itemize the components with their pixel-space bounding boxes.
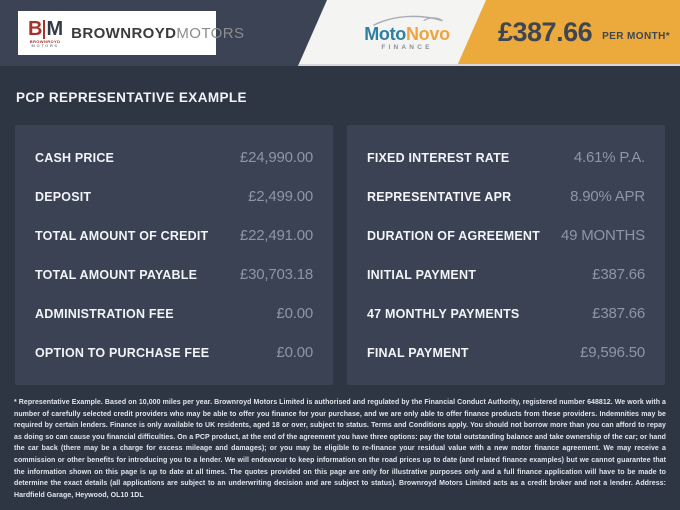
row-label: FINAL PAYMENT [367, 345, 469, 360]
motonovo-finance-text: FINANCE [381, 44, 433, 51]
finance-row-deposit [35, 177, 313, 216]
finance-breakdown-panel [15, 125, 333, 385]
row-value: 49 MONTHS [560, 227, 645, 244]
representative-example-footnote: * Representative Example. Based on 10,000 miles per year. Brownroyd Motors Limited is authorised and regulated by the Financial Conduct Authority, registered number 648812. We work with a number of carefully selected credit providers who may be able to offer you finance for your purchase, and we are only able to offer finance products from these providers. Indemnities may be required by certain lenders. Finance is only available to UK residents, aged 18 or over, subject to status. Terms and Conditions apply. You should not borrow more than you can afford to repay as doing so can cause you financial difficulties. On a PCP product, at the end of the agreement you have three options: pay the total outstanding balance and take ownership of the car; or hand the car back (there may be a charge for excess mileage and damages); or you may be eligible to re-finance your residual value with a new motor finance agreement. We may receive a commission or other benefits for introducing you to a lender. We will endeavour to keep information on the road prices up to date (and related finance examples) but we cannot guarantee that the information shown on this page is up to date at all times. The quotes provided on this page are only for illustrative purposes only and a full finance application will have to be made to determine the exact details (all applications are subject to an underwriting decision and are subject to status). Brownroyd Motors Limited acts as a credit broker and not a lender. Address: Hardfield Garage, Heywood, OL10 1DL [14, 399, 666, 499]
row-label: 47 MONTHLY PAYMENTS [367, 306, 520, 321]
row-value: £0.00 [276, 344, 313, 361]
dealer-mark-subtext: BROWNROYD [29, 38, 61, 44]
monthly-price-amount: £387.66 [498, 16, 593, 47]
row-value: 8.90% APR [570, 188, 645, 205]
dealer-mark-subtext: MOTORS [31, 42, 59, 48]
finance-row-fixed-interest-rate [367, 138, 645, 177]
dealer-logo [18, 11, 245, 55]
row-label: CASH PRICE [35, 150, 115, 165]
row-value: £387.66 [592, 266, 645, 283]
row-label: ADMINISTRATION FEE [35, 306, 174, 321]
dealer-mark-bar [43, 20, 45, 39]
row-label: DEPOSIT [35, 189, 92, 204]
dealer-name-light: MOTORS [176, 24, 245, 42]
dealer-name-bold: BROWNROYD [71, 24, 177, 42]
finance-panels [15, 125, 665, 385]
motonovo-moto-text: Moto [364, 24, 406, 44]
row-value: £2,499.00 [248, 188, 313, 205]
row-label: REPRESENTATIVE APR [367, 189, 512, 204]
finance-row-duration [367, 216, 645, 255]
row-label: TOTAL AMOUNT PAYABLE [35, 267, 198, 282]
row-value: 4.61% P.A. [573, 149, 645, 166]
motonovo-finance-logo [352, 13, 462, 52]
row-value: £22,491.00 [239, 227, 313, 244]
row-label: OPTION TO PURCHASE FEE [35, 345, 210, 360]
motonovo-novo-text: Novo [405, 24, 450, 44]
finance-row-monthly-payments [367, 294, 645, 333]
monthly-price-suffix: PER MONTH* [602, 31, 671, 42]
finance-row-final-payment [367, 333, 645, 372]
row-value: £24,990.00 [239, 149, 313, 166]
finance-row-representative-apr [367, 177, 645, 216]
finance-row-total-payable [35, 255, 313, 294]
dealer-logo-mark-icon [28, 19, 62, 48]
dealer-name [71, 25, 244, 42]
finance-row-option-to-purchase-fee [35, 333, 313, 372]
dealer-mark-m: M [46, 17, 63, 40]
row-value: £9,596.50 [580, 344, 645, 361]
finance-row-cash-price [35, 138, 313, 177]
header [0, 0, 680, 66]
row-label: FIXED INTEREST RATE [367, 150, 510, 165]
monthly-price-banner [498, 0, 680, 64]
row-value: £30,703.18 [239, 266, 313, 283]
row-label: INITIAL PAYMENT [367, 267, 477, 282]
finance-row-admin-fee [35, 294, 313, 333]
finance-row-total-credit [35, 216, 313, 255]
row-label: TOTAL AMOUNT OF CREDIT [35, 228, 209, 243]
finance-row-initial-payment [367, 255, 645, 294]
row-value: £0.00 [276, 305, 313, 322]
row-label: DURATION OF AGREEMENT [367, 228, 540, 243]
page-title: PCP REPRESENTATIVE EXAMPLE [16, 90, 247, 105]
row-value: £387.66 [592, 305, 645, 322]
finance-terms-panel [347, 125, 665, 385]
dealer-mark-b: B [28, 17, 42, 40]
